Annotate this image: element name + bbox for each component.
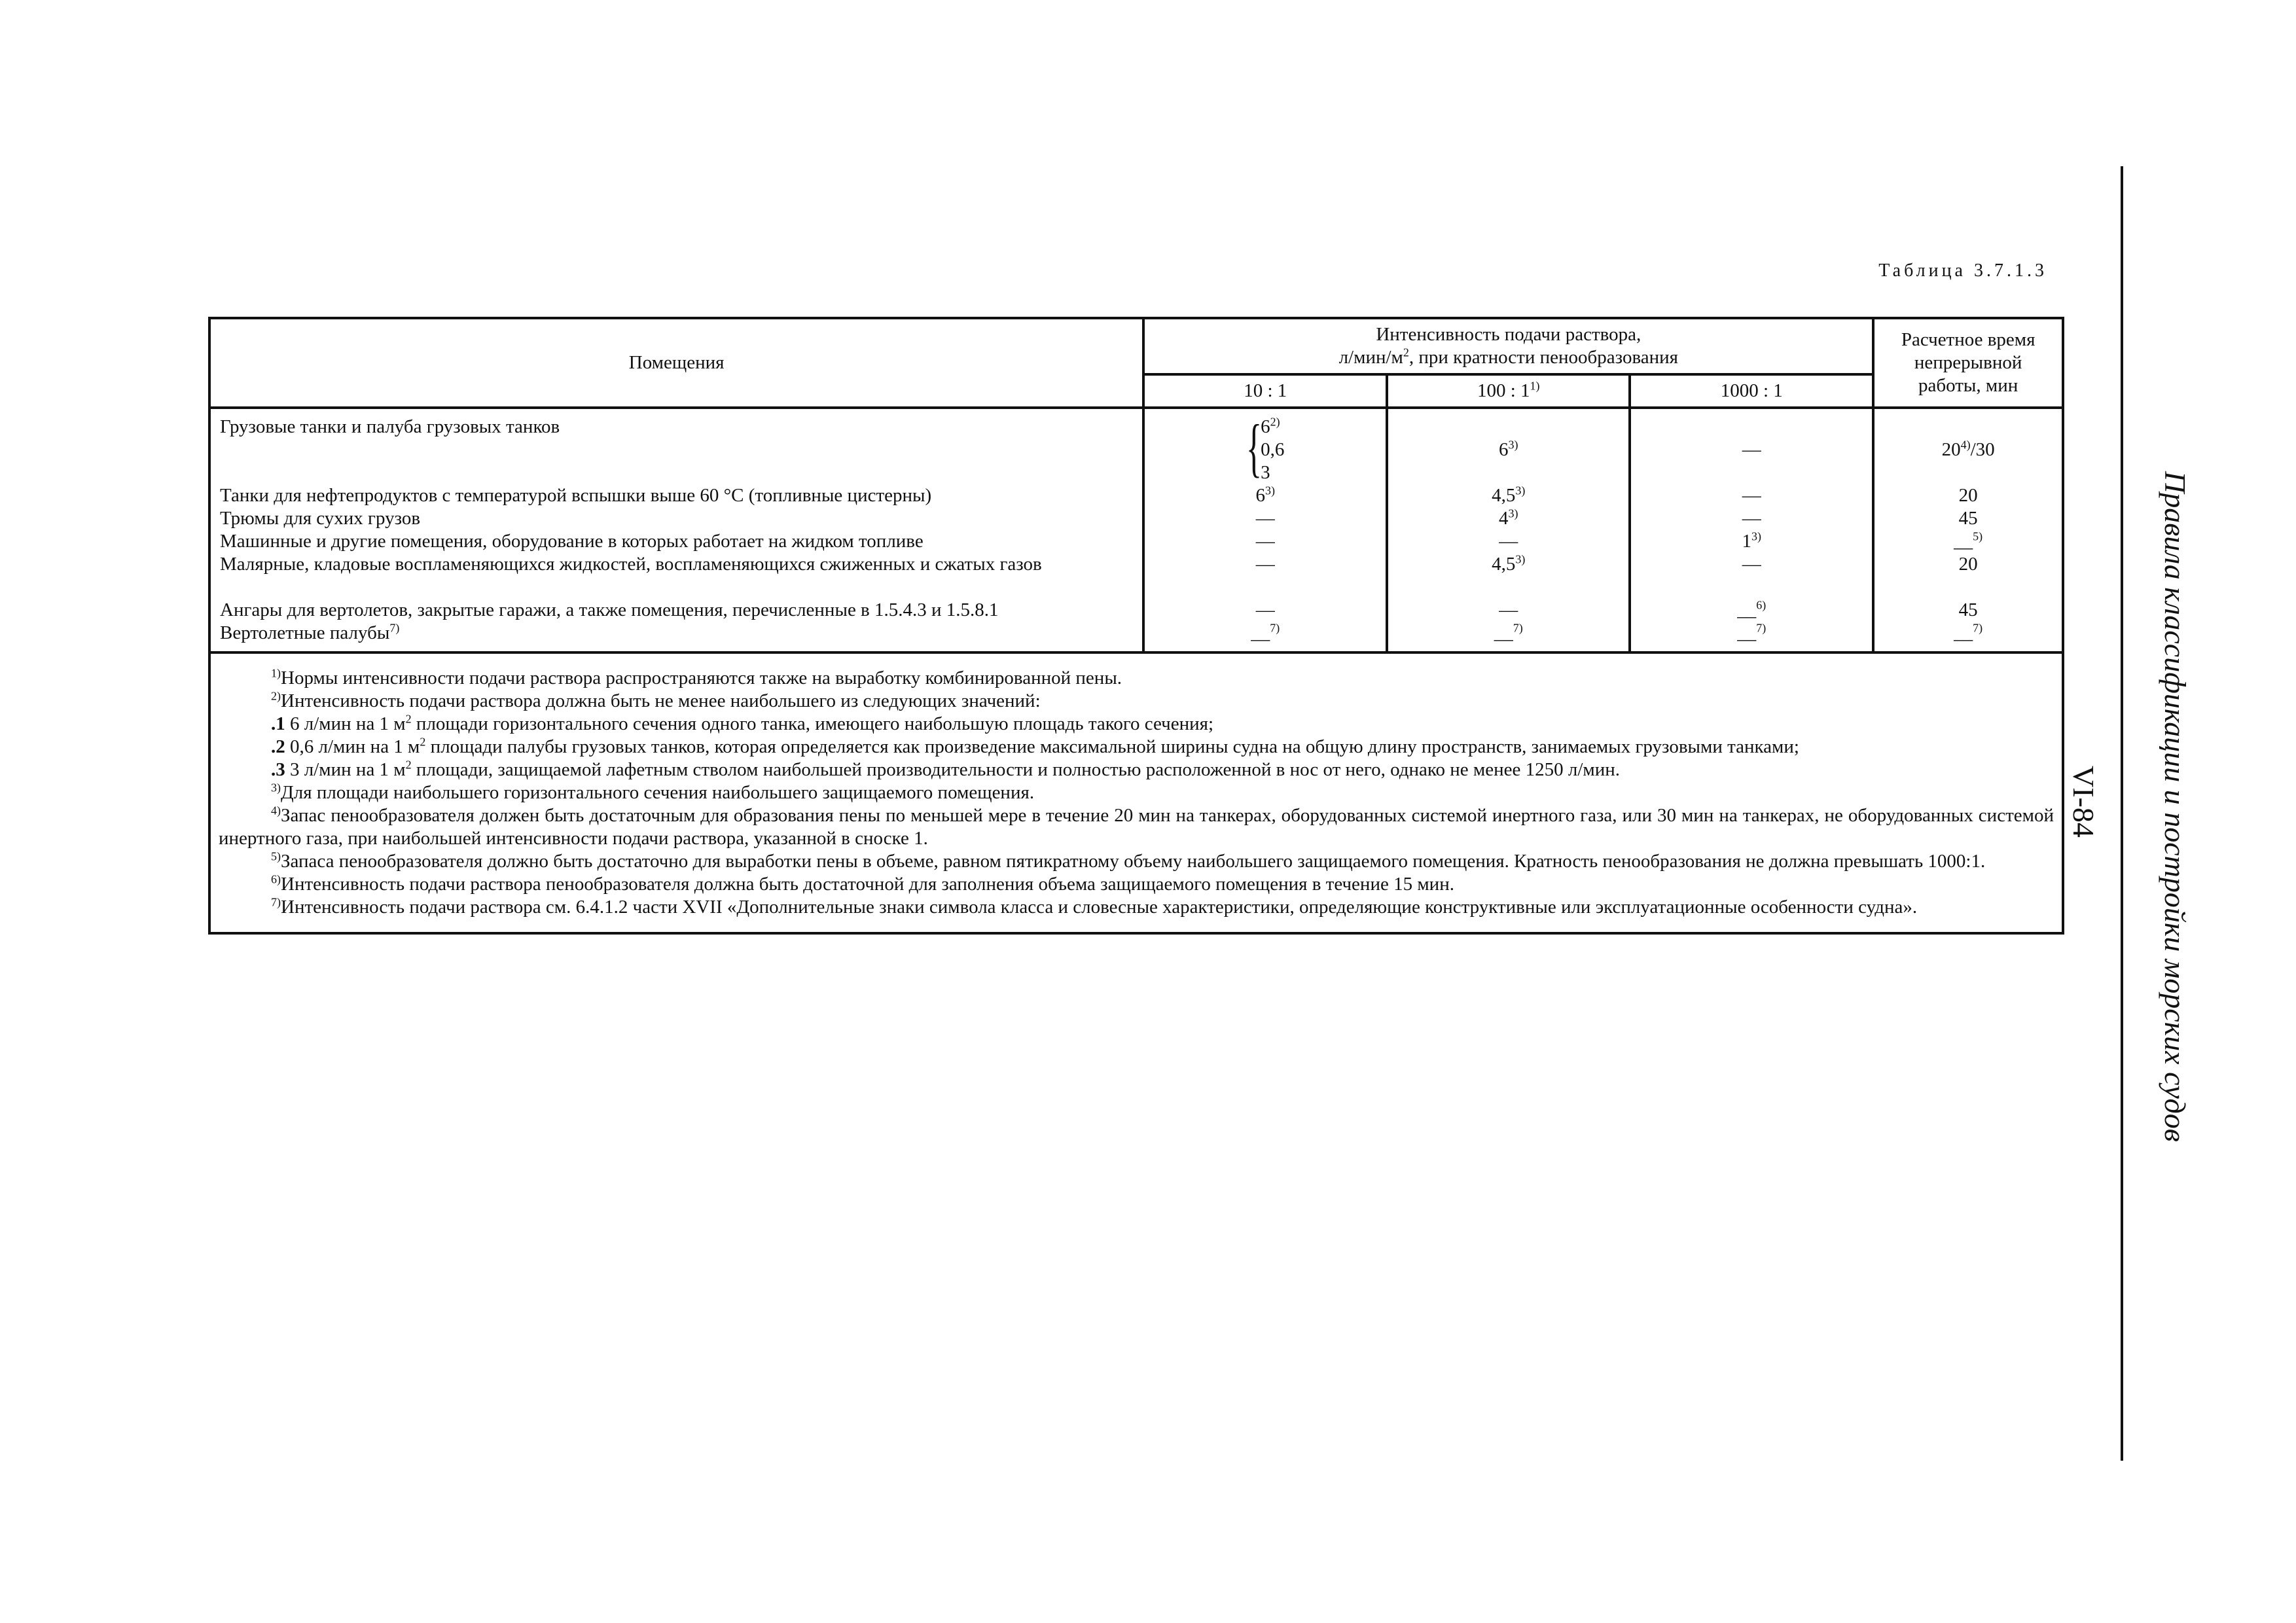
- header-ratio-1000: 1000 : 1: [1630, 374, 1873, 408]
- footnote-5-text: Запаса пенообразователя должно быть достаточно для выработки пены в объеме, равном пятикратному объему наибольшего защищаемого помещения. Кратность пенообразования не должна превышать 1000:1.: [281, 851, 1986, 872]
- footnote-4-sup: 4): [271, 804, 281, 817]
- r100-row-4: —: [1499, 531, 1518, 552]
- r1000-row-6-text: __: [1737, 599, 1757, 620]
- r100-row-7-sup: 7): [1513, 621, 1523, 635]
- time-row-4: [1877, 530, 2059, 553]
- footnote-2-item-2-num: .2: [271, 736, 285, 757]
- room-row-5: Малярные, кладовые воспламеняющихся жидкостей, воспламеняющихся сжиженных и сжатых газов: [220, 554, 1042, 575]
- footnote-6: [219, 873, 2054, 896]
- r1000-row-7-sup: 7): [1756, 621, 1767, 635]
- header-intensity-line1: Интенсивность подачи раствора,: [1376, 324, 1641, 345]
- footnote-1-text: Нормы интенсивности подачи раствора распространяются также на выработку комбинированной пены.: [281, 668, 1122, 688]
- r10-row-2-sup: 3): [1265, 484, 1276, 497]
- footnote-2-item-1-sup: 2: [405, 712, 412, 726]
- r10-row-7-sup: 7): [1270, 621, 1280, 635]
- footnote-2-item-2-sup: 2: [420, 735, 426, 749]
- r10-row-1-c: 3: [1261, 462, 1270, 483]
- r1000-row-4-text: 1: [1742, 531, 1752, 552]
- r10-row-1-b: 0,6: [1261, 439, 1285, 460]
- foam-intensity-table: [208, 317, 2064, 935]
- footnote-2: [219, 690, 2054, 713]
- footnote-7: [219, 896, 2054, 919]
- footnote-7-sup: 7): [271, 895, 281, 909]
- time-row-1-sup: 4): [1960, 438, 1971, 452]
- r10-row-3: —: [1255, 508, 1275, 529]
- footnote-2-item-2-post: площади палубы грузовых танков, которая определяется как произведение максимальной ширины судна на общую длину пространств, занимаемых грузовыми танками;: [425, 736, 1799, 757]
- header-intensity-line2-post: , при кратности пенообразования: [1408, 347, 1679, 368]
- time-row-6: 45: [1958, 599, 1978, 620]
- room-row-3: Трюмы для сухих грузов: [220, 508, 421, 529]
- r100-row-6: —: [1499, 599, 1518, 620]
- header-intensity-sup: 2: [1403, 346, 1409, 359]
- r1000-row-7-text: __: [1737, 622, 1757, 643]
- room-row-4: Машинные и другие помещения, оборудование в которых работает на жидком топливе: [220, 531, 924, 552]
- room-row-6: Ангары для вертолетов, закрытые гаражи, а также помещения, перечисленные в 1.5.4.3 и 1.5.8.1: [220, 599, 999, 620]
- footnote-4-text: Запас пенообразователя должен быть достаточным для образования пены по меньшей мере в течение 20 мин на танкерах, оборудованных системой инертного газа, или 30 мин на танкерах, не оборудованных системой инертного газа, при наибольшей интенсивности подачи раствора, указанной в сноске 1.: [219, 805, 2054, 849]
- room-row-2: Танки для нефтепродуктов с температурой вспышки выше 60 °С (топливные цистерны): [220, 485, 932, 506]
- header-rooms: Помещения: [209, 318, 1143, 408]
- r100-row-5: [1391, 553, 1626, 599]
- time-row-4-sup: 5): [1973, 529, 1983, 543]
- footnote-3-text: Для площади наибольшего горизонтального сечения наибольшего защищаемого помещения.: [281, 782, 1035, 803]
- r1000-row-5: —: [1742, 554, 1761, 575]
- r100-row-3: [1391, 507, 1626, 530]
- r10-row-1: [1147, 411, 1383, 484]
- room-row-1: Грузовые танки и палуба грузовых танков: [220, 416, 560, 437]
- footnote-2-item-3-sup: 2: [405, 758, 412, 772]
- time-row-7-sup: 7): [1973, 621, 1983, 635]
- footnote-2-item-2: [219, 736, 2054, 758]
- r100-row-5-text: 4,5: [1492, 554, 1516, 575]
- table-caption: Таблица 3.7.1.3: [1878, 260, 2047, 281]
- r100-row-3-sup: 3): [1508, 507, 1518, 520]
- header-intensity: [1143, 318, 1873, 374]
- time-row-5: 20: [1958, 554, 1978, 575]
- curly-brace-icon: {: [1246, 411, 1263, 484]
- time-row-1-post: /30: [1970, 439, 1995, 460]
- footnote-6-text: Интенсивность подачи раствора пенообразователя должна быть достаточной для заполнения объема защищаемого помещения в течение 15 мин.: [281, 874, 1454, 895]
- header-ratio-100: [1387, 374, 1630, 408]
- footnote-5: [219, 850, 2054, 873]
- footnote-1-sup: 1): [271, 666, 281, 680]
- r1000-row-3: —: [1742, 508, 1761, 529]
- room-row-7-sup: 7): [389, 621, 400, 635]
- r100-row-2-sup: 3): [1515, 484, 1526, 497]
- ratio-100-column: [1387, 408, 1630, 652]
- footnote-1: [219, 667, 2054, 690]
- time-row-3: 45: [1958, 508, 1978, 529]
- footnote-6-sup: 6): [271, 872, 281, 886]
- header-ratio-10: 10 : 1: [1143, 374, 1387, 408]
- r10-row-1-sup: 2): [1270, 415, 1280, 429]
- time-column: [1873, 408, 2063, 652]
- footnote-3-sup: 3): [271, 781, 281, 794]
- time-row-1-text: 20: [1941, 439, 1961, 460]
- header-time: Расчетное время непрерывной работы, мин: [1873, 318, 2063, 408]
- footnote-2-item-2-pre: 0,6 л/мин на 1 м: [285, 736, 420, 757]
- r10-row-6: —: [1255, 599, 1275, 620]
- r10-brace-group: [1246, 411, 1285, 484]
- header-intensity-line2-pre: л/мин/м: [1338, 347, 1403, 368]
- room-row-7: [220, 622, 1136, 645]
- time-row-7: [1877, 622, 2059, 645]
- r100-row-7: [1391, 622, 1626, 645]
- room-row-7-text: Вертолетные палубы: [220, 622, 390, 643]
- r1000-row-7: [1634, 622, 1869, 645]
- r10-row-2: [1147, 484, 1383, 507]
- r100-row-5-sup: 3): [1515, 552, 1526, 566]
- footnote-7-text: Интенсивность подачи раствора см. 6.4.1.2 части XVII «Дополнительные знаки символа класса и словесные характеристики, определяющие конструктивные или эксплуатационные особенности судна».: [281, 897, 1918, 918]
- ratio-10-column: [1143, 408, 1387, 652]
- footnote-2-item-3: [219, 758, 2054, 781]
- margin-rule: [2121, 166, 2123, 1461]
- time-row-4-text: __: [1954, 531, 1973, 552]
- footnote-4: [219, 804, 2054, 850]
- page-number: VI-84: [2067, 766, 2100, 838]
- r1000-row-6: [1634, 599, 1869, 622]
- footnote-2-text: Интенсивность подачи раствора должна быть не менее наибольшего из следующих значений:: [281, 690, 1041, 711]
- footnote-5-sup: 5): [271, 849, 281, 863]
- footnotes: [209, 652, 2063, 933]
- r100-row-1-text: 6: [1499, 439, 1509, 460]
- footnote-2-sup: 2): [271, 689, 281, 703]
- footnote-2-item-3-pre: 3 л/мин на 1 м: [285, 759, 406, 780]
- r1000-row-2: —: [1742, 485, 1761, 506]
- r100-row-1: [1391, 416, 1626, 484]
- time-row-1: [1877, 416, 2059, 484]
- time-row-7-text: __: [1954, 622, 1973, 643]
- footnote-2-item-1-num: .1: [271, 713, 285, 734]
- r1000-row-4-sup: 3): [1751, 529, 1762, 543]
- footnote-2-item-1-pre: 6 л/мин на 1 м: [285, 713, 406, 734]
- r10-row-7-text: __: [1251, 622, 1270, 643]
- header-ratio-100-sup: 1): [1530, 379, 1540, 393]
- r100-row-2-text: 4,5: [1492, 485, 1516, 506]
- rooms-column: [209, 408, 1143, 652]
- r1000-row-6-sup: 6): [1756, 598, 1767, 612]
- header-ratio-100-text: 100 : 1: [1477, 380, 1530, 401]
- r10-row-1-a: 6: [1261, 416, 1270, 437]
- r1000-row-4: [1634, 530, 1869, 553]
- r100-row-3-text: 4: [1499, 508, 1509, 529]
- r10-row-2-text: 6: [1255, 485, 1266, 506]
- r100-row-1-sup: 3): [1508, 438, 1518, 452]
- footnote-2-item-3-num: .3: [271, 759, 285, 780]
- r10-row-5: —: [1255, 554, 1275, 575]
- footnote-2-item-3-post: площади, защищаемой лафетным стволом наибольшей производительности и полностью расположенной в нос от него, однако не менее 1250 л/мин.: [411, 759, 1621, 780]
- ratio-1000-column: [1630, 408, 1873, 652]
- time-row-2: 20: [1958, 485, 1978, 506]
- r100-row-7-text: __: [1494, 622, 1513, 643]
- r100-row-2: [1391, 484, 1626, 507]
- r10-row-4: —: [1255, 531, 1275, 552]
- running-title: Правила классификации и постройки морских судов: [2159, 471, 2192, 1142]
- r1000-row-1: —: [1742, 439, 1761, 460]
- footnote-3: [219, 781, 2054, 804]
- r10-row-7: [1147, 622, 1383, 645]
- footnote-2-item-1: [219, 713, 2054, 736]
- footnote-2-item-1-post: площади горизонтального сечения одного танка, имеющего наибольшую площадь такого сечения;: [411, 713, 1214, 734]
